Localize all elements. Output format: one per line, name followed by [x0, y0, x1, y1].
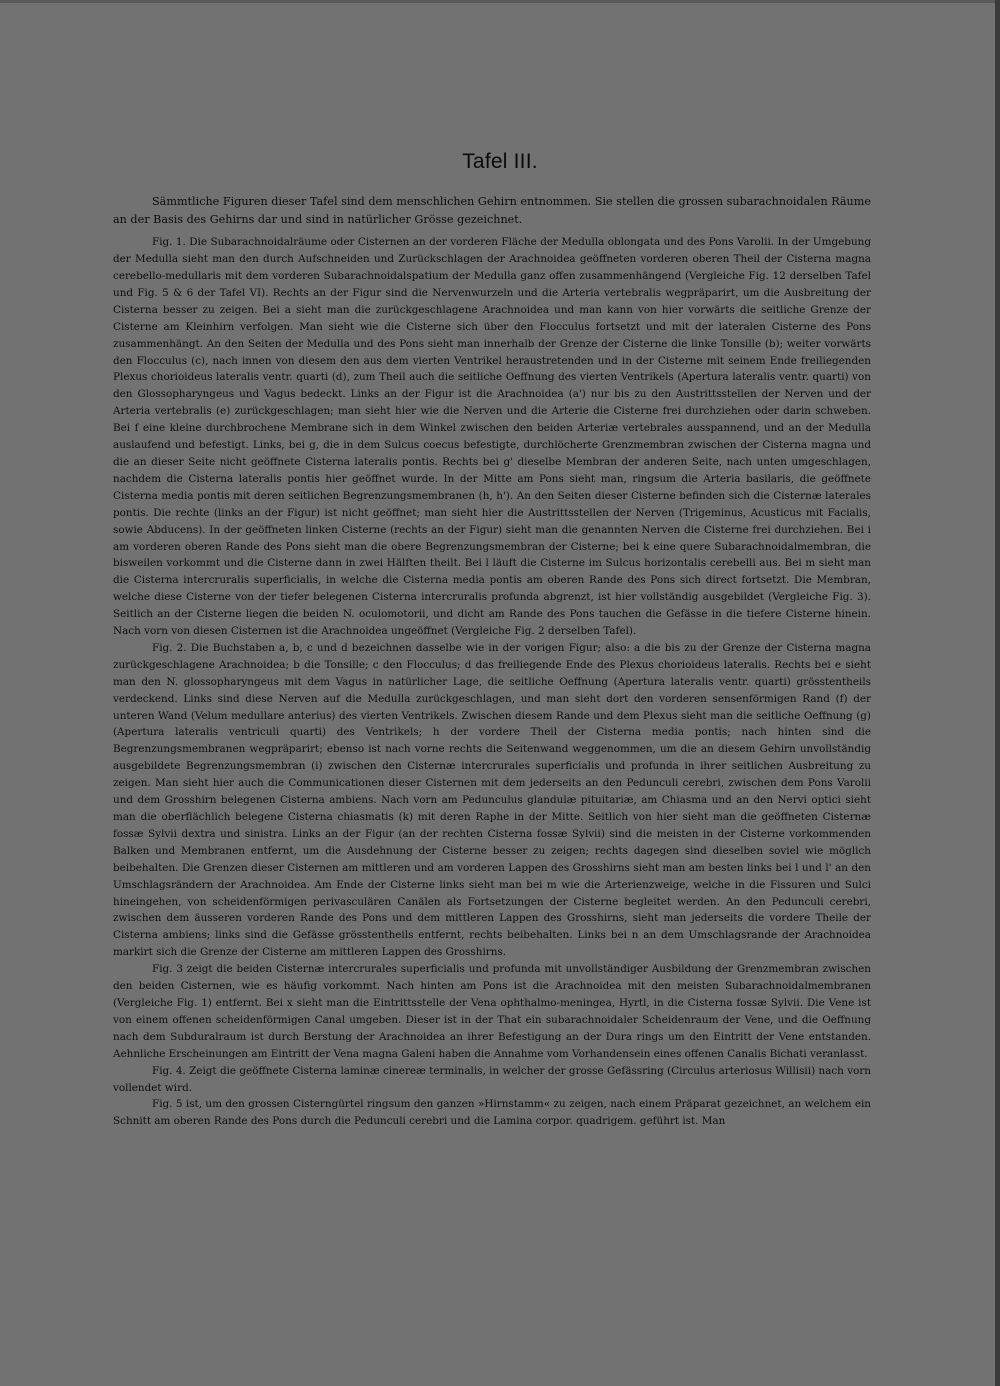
intro-paragraph: Sämmtliche Figuren dieser Tafel sind dem menschlichen Gehirn entnommen. Sie stellen die grossen subarachnoidalen Räume an der Basis des Gehirns dar und sind in natürlicher Grösse gezeichnet. [113, 195, 871, 226]
fig-1-paragraph: Fig. 1. Die Subarachnoidalräume oder Cisternen an der vorderen Fläche der Medulla oblongata und des Pons Varolii. In der Umgebung der Medulla sieht man den durch Aufschneiden und Zurückschlagen der Arachnoidea geöffneten vorderen oberen Theil der Cisterna magna cerebello-medullaris mit dem vorderen Subarachnoidalspatium der Medulla ganz offen zusammenhängend (Vergleiche Fig. 12 derselben Tafel und Fig. 5 & 6 der Tafel VI). Rechts an der Figur sind die Nervenwurzeln und die Arteria vertebralis wegpräparirt, um die Ausbreitung der Cisterna besser zu zeigen. Bei a sieht man die zurückgeschlagene Arachnoidea und man kann von hier vorwärts die seitliche Grenze der Cisterne am Kleinhirn verfolgen. Man sieht wie die Cisterne sich über den Flocculus fortsetzt und mit der lateralen Cisterne des Pons zusammenhängt. An den Seiten der Medulla und des Pons sieht man innerhalb der Grenze der Cisterne die linke Tonsille (b); weiter vorwärts den Flocculus (c), nach innen von diesem den aus dem vierten Ventrikel heraustretenden und in der Cisterne mit seinem Ende freiliegenden Plexus chorioideus lateralis ventr. quarti (d), zum Theil auch die seitliche Oeffnung des vierten Ventrikels (Apertura lateralis ventr. quarti) von den Glossopharyngeus und Vagus bedeckt. Links an der Figur ist die Arachnoidea (a') nur bis zu den Austrittsstellen der Nerven und der Arteria vertebralis (e) zurückgeschlagen; man sieht hier wie die Nerven und die Arterie die Cisterne frei durchziehen oder darin schweben. Bei f eine kleine durchbrochene Membrane sich in dem Winkel zwischen den beiden Arteriæ vertebrales ausspannend, und an der Medulla auslaufend und befestigt. Links, bei g, die in dem Sulcus coecus befestigte, durchlöcherte Grenzmembran zwischen der Cisterna magna und die an dieser Seite nicht geöffnete Cisterna lateralis pontis. Rechts bei g' dieselbe Membran der anderen Seite, nach unten umgeschlagen, nachdem die Cisterna lateralis pontis hier geöffnet wurde. In der Mitte am Pons sieht man, ringsum die Arteria basilaris, die geöffnete Cisterna media pontis mit deren seitlichen Begrenzungsmembranen (h, h'). An den Seiten dieser Cisterne befinden sich die Cisternæ laterales pontis. Die rechte (links an der Figur) ist nicht geöffnet; man sieht hier die Austrittsstellen der Nerven (Trigeminus, Acusticus mit Facialis, sowie Abducens). In der geöffneten linken Cisterne (rechts an der Figur) sieht man die genannten Nerven die Cisterne frei durchziehen. Bei i am vorderen oberen Rande des Pons sieht man die obere Begrenzungsmembran der Cisterne; bei k eine quere Subarachnoidalmembran, die bisweilen vorkommt und die Cisterne dann in zwei Hälften theilt. Bei l läuft die Cisterne im Sulcus horizontalis cerebelli aus. Bei m sieht man die Cisterna intercruralis superficialis, in welche die Cisterna media pontis am oberen Rande des Pons sich direct fortsetzt. Die Membran, welche diese Cisterne von der tiefer belegenen Cisterna intercruralis profunda abgrenzt, ist hier vollständig ausgebildet (Vergleiche Fig. 3). Seitlich an der Cisterne liegen die beiden N. oculomotorii, und dicht am Rande des Pons tauchen die Gefässe in die tiefere Cisterne hinein. Nach vorn von diesen Cisternen ist die Arachnoidea ungeöffnet (Vergleiche Fig. 2 derselben Tafel). [113, 236, 871, 638]
fig-3-paragraph: Fig. 3 zeigt die beiden Cisternæ intercrurales superficialis und profunda mit unvollständiger Ausbildung der Grenzmembran zwischen den beiden Cisternen, wie es häufig vorkommt. Nach hinten am Pons ist die Arachnoidea mit den meisten Subarachnoidalmembranen (Vergleiche Fig. 1) entfernt. Bei x sieht man die Eintrittsstelle der Vena ophthalmo-meningea, Hyrtl, in die Cisterna fossæ Sylvii. Die Vene ist von einem offenen scheidenförmigen Canal umgeben. Dieser ist in der That ein subarachnoidaler Scheidenraum der Vene, und die Oeffnung nach dem Subduralraum ist durch Berstung der Arachnoidea an ihrer Befestigung an der Dura rings um den Eintritt der Vene entstanden. Aehnliche Erscheinungen am Eintritt der Vena magna Galeni haben die Annahme vom Vorhandensein eines offenen Canalis Bichati veranlasst. [113, 963, 871, 1060]
fig-5-paragraph: Fig. 5 ist, um den grossen Cisterngürtel ringsum den ganzen »Hirnstamm« zu zeigen, nach einem Präparat gezeichnet, an welchem ein Schnitt am oberen Rande des Pons durch die Pedunculi cerebri und die Lamina corpor. quadrigem. geführt ist. Man [113, 1098, 871, 1128]
page-right-edge [995, 0, 1000, 1386]
fig-2-paragraph: Fig. 2. Die Buchstaben a, b, c und d bezeichnen dasselbe wie in der vorigen Figur; also: a die bis zu der Grenze der Cisterna magna zurückgeschlagene Arachnoidea; b die Tonsille; c den Flocculus; d das freiliegende Ende des Plexus chorioideus lateralis. Rechts bei e sieht man den N. glossopharyngeus mit dem Vagus in natürlicher Lage, die seitliche Oeffnung (Apertura lateralis ventr. quarti) grösstentheils verdeckend. Links sind diese Nerven auf die Medulla zurückgeschlagen, und man sieht dort den vorderen sensenförmigen Rand (f) der unteren Wand (Velum medullare anterius) des vierten Ventrikels. Zwischen diesem Rande und dem Plexus sieht man die seitliche Oeffnung (g) (Apertura lateralis ventriculi quarti) des Ventrikels; h der vordere Theil der Cisterna media pontis; nach hinten sind die Begrenzungsmembranen wegpräparirt; ebenso ist nach vorne rechts die Seitenwand weggenommen, um die an diesem Gehirn unvollständig ausgebildete Begrenzungsmembran (i) zwischen den Cisternæ intercrurales superficialis und profunda in ihrer seitlichen Ausbreitung zu zeigen. Man sieht hier auch die Communicationen dieser Cisternen mit dem jederseits an den Pedunculi cerebri, zwischen dem Pons Varolii und dem Grosshirn belegenen Cisterna ambiens. Nach vorn am Pedunculus glandulæ pituitariæ, am Chiasma und an den Nervi optici sieht man die oberflächlich belegene Cisterna chiasmatis (k) mit deren Raphe in der Mitte. Seitlich von hier sieht man die geöffneten Cisternæ fossæ Sylvii dextra und sinistra. Links an der Figur (an der rechten Cisterna fossæ Sylvii) sind die meisten in der Cisterne vorkommenden Balken und Membranen entfernt, um die Ausdehnung der Cisterne besser zu zeigen; rechts dagegen sind dieselben soviel wie möglich beibehalten. Die Grenzen dieser Cisternen am mittleren und am vorderen Lappen des Grosshirns sieht man am besten links bei l und l' an den Umschlagsrändern der Arachnoidea. Am Ende der Cisterne links sieht man bei m wie die Arterienzweige, welche in die Fissuren und Sulci hineingehen, von scheidenförmigen perivasculären Canälen als Fortsetzungen der Cisterne begleitet werden. An den Pedunculi cerebri, zwischen dem äusseren vorderen Rande des Pons und dem mittleren Lappen des Grosshirns, sieht man jederseits die vordere Theile der Cisterna ambiens; links sind die Gefässe grösstentheils entfernt, rechts beibehalten. Links bei n an dem Umschlagsrande der Arachnoidea markirt sich die Grenze der Cisterne am mittleren Lappen des Grosshirns. [113, 641, 871, 959]
page-title: Tafel III. [462, 150, 538, 173]
page-top-edge [0, 0, 1000, 3]
document-body [113, 193, 871, 1130]
fig-4-paragraph: Fig. 4. Zeigt die geöffnete Cisterna laminæ cinereæ terminalis, in welcher der grosse Gefässring (Circulus arteriosus Willisii) nach vorn vollendet wird. [113, 1064, 871, 1094]
